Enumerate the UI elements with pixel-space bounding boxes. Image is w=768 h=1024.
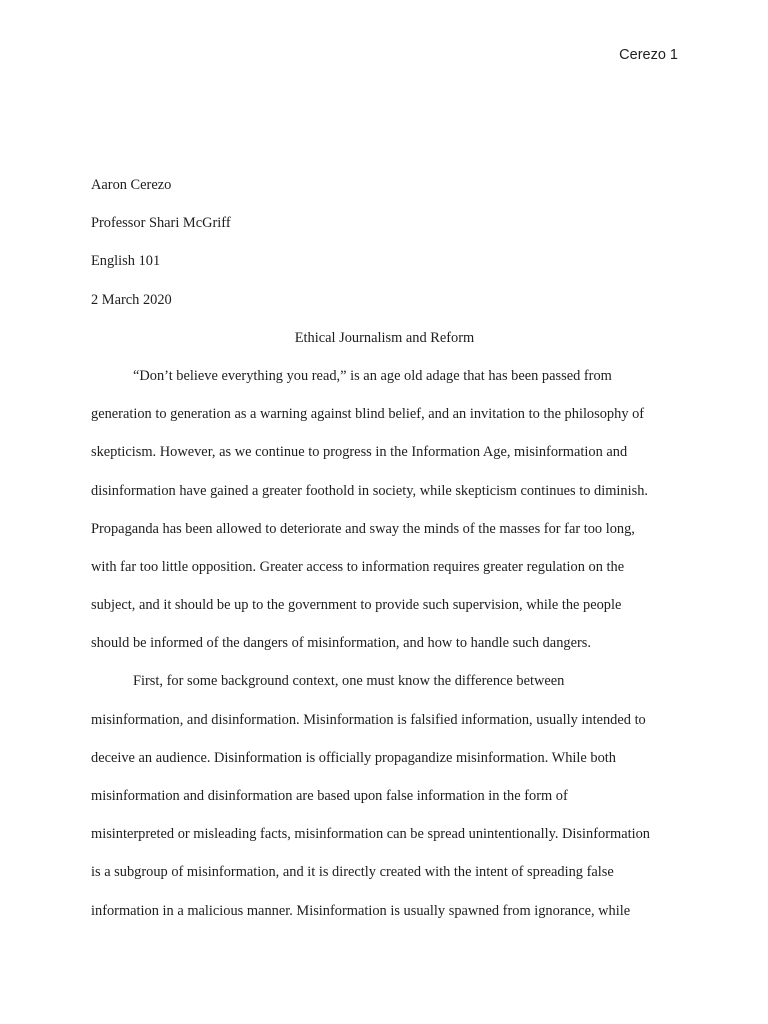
paragraph-1-line-5: Propaganda has been allowed to deteriorate and sway the minds of the masses for far too long,: [91, 520, 635, 537]
running-header: Cerezo 1: [619, 47, 678, 63]
paragraph-1-line-4: disinformation have gained a greater foothold in society, while skepticism continues to diminish.: [91, 482, 648, 499]
paragraph-1-line-7: subject, and it should be up to the government to provide such supervision, while the people: [91, 597, 622, 614]
paragraph-1-line-2: generation to generation as a warning against blind belief, and an invitation to the philosophy of: [91, 406, 645, 423]
paragraph-1-line-1: “Don’t believe everything you read,” is an age old adage that has been passed from: [133, 367, 612, 384]
paragraph-1-line-8: should be informed of the dangers of misinformation, and how to handle such dangers.: [91, 635, 591, 652]
author-name: Aaron Cerezo: [91, 177, 172, 193]
paragraph-2-line-6: is a subgroup of misinformation, and it is directly created with the intent of spreading false: [91, 864, 614, 881]
document-date: 2 March 2020: [91, 291, 172, 308]
course-name: English 101: [91, 253, 161, 270]
paragraph-2-line-7: information in a malicious manner. Misinformation is usually spawned from ignorance, while: [91, 902, 631, 919]
document-body: [91, 166, 678, 930]
paragraph-2-line-4: misinformation and disinformation are based upon false information in the form of: [91, 788, 568, 804]
professor-name: Professor Shari McGriff: [91, 215, 231, 232]
document-title: Ethical Journalism and Reform: [294, 329, 475, 346]
paragraph-1-line-3: skepticism. However, as we continue to progress in the Information Age, misinformation and: [91, 444, 628, 461]
paragraph-1-line-6: with far too little opposition. Greater access to information requires greater regulation on the: [91, 558, 625, 575]
paragraph-2-line-2: misinformation, and disinformation. Misinformation is falsified information, usually intended to: [91, 711, 646, 728]
paragraph-2-line-1: First, for some background context, one must know the difference between: [133, 673, 565, 690]
paragraph-2-line-5: misinterpreted or misleading facts, misinformation can be spread unintentionally. Disinformation: [91, 826, 650, 843]
paragraph-2-line-3: deceive an audience. Disinformation is officially propagandize misinformation. While both: [91, 749, 616, 766]
